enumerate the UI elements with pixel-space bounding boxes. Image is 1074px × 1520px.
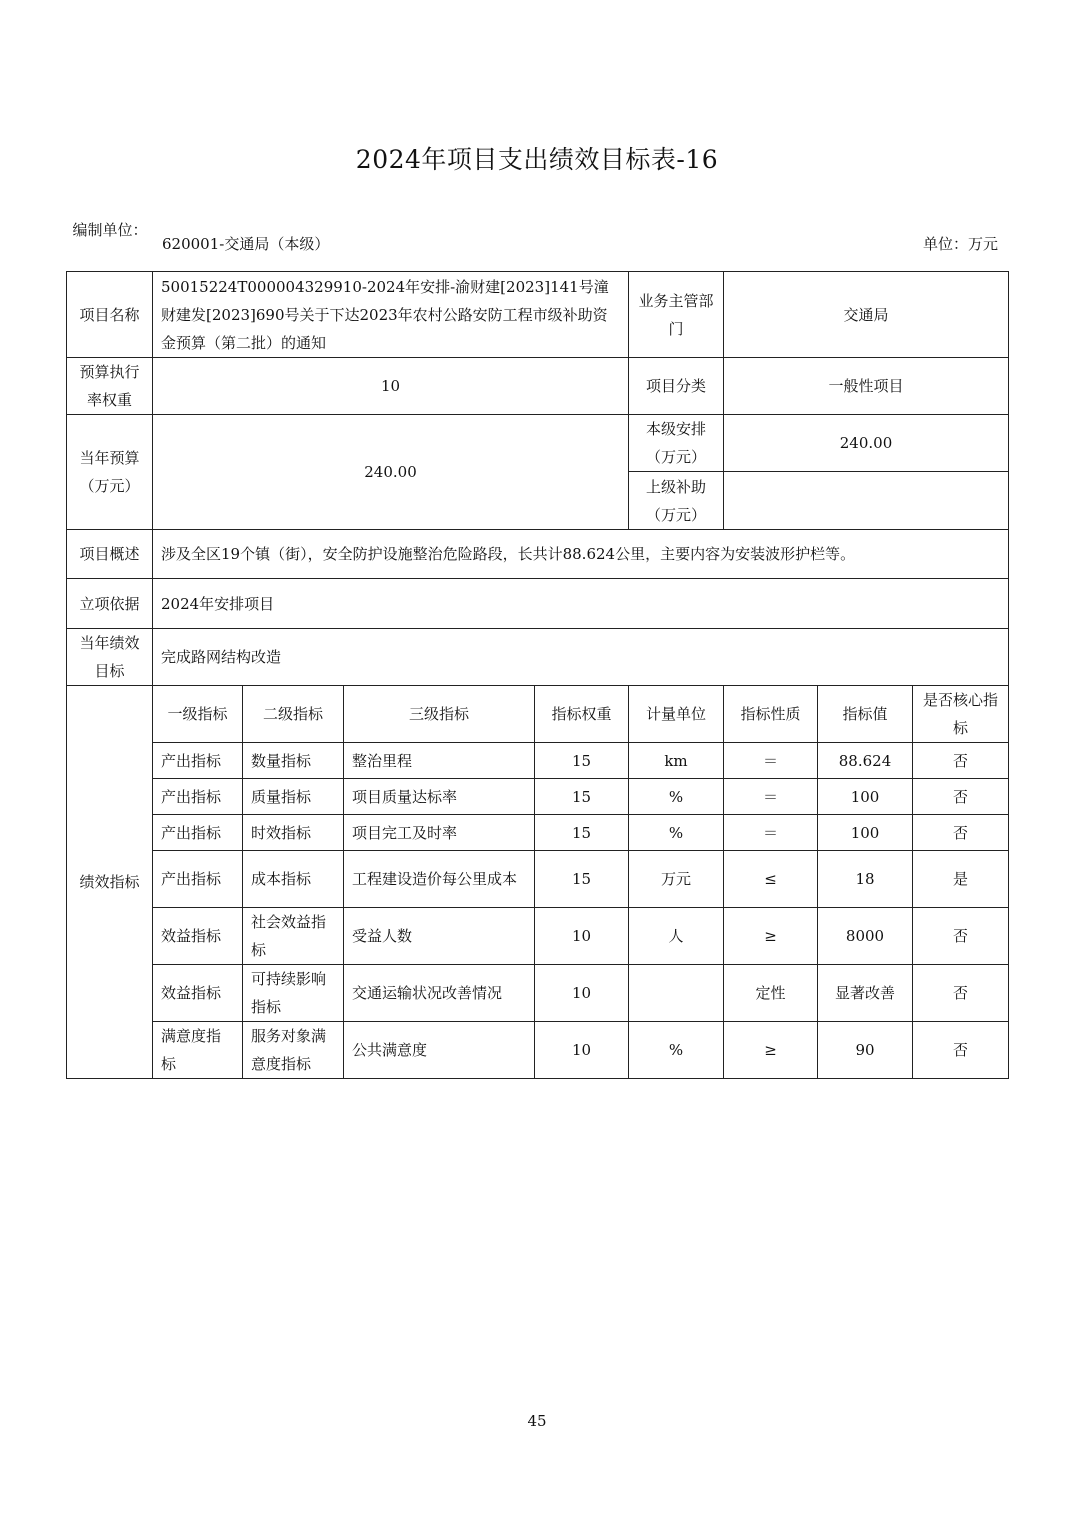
- performance-table: [66, 271, 1009, 1079]
- level2: 可持续影响指标: [243, 965, 344, 1022]
- overview-label: 项目概述: [67, 530, 153, 579]
- value: 显著改善: [818, 965, 913, 1022]
- dept-label: 业务主管部门: [629, 272, 724, 358]
- page-number: 45: [527, 1412, 547, 1430]
- core: 否: [913, 743, 1009, 779]
- nature: ≤: [724, 851, 818, 908]
- nature: ＝: [724, 779, 818, 815]
- rate-label: 预算执行率权重: [67, 358, 153, 415]
- project-name-value: 50015224T000004329910-2024年安排-渝财建[2023]141号潼财建发[2023]690号关于下达2023年农村公路安防工程市级补助资金预算（第二批）的通知: [153, 272, 629, 358]
- level3: 项目质量达标率: [344, 779, 535, 815]
- basis-value: 2024年安排项目: [153, 579, 1009, 629]
- nature: ≥: [724, 908, 818, 965]
- level3: 整治里程: [344, 743, 535, 779]
- page-title: 2024年项目支出绩效目标表-16: [355, 145, 719, 174]
- unit: km: [629, 743, 724, 779]
- level1: 产出指标: [153, 815, 243, 851]
- unit: %: [629, 1022, 724, 1079]
- nature: ＝: [724, 743, 818, 779]
- money-unit: 单位：万元: [922, 235, 998, 253]
- value: 100: [818, 779, 913, 815]
- value: 88.624: [818, 743, 913, 779]
- level1: 效益指标: [153, 908, 243, 965]
- local-label: 本级安排（万元）: [629, 415, 724, 472]
- weight: 15: [535, 815, 629, 851]
- table-row: [67, 965, 1009, 1022]
- level1: 效益指标: [153, 965, 243, 1022]
- unit: %: [629, 779, 724, 815]
- local-value: 240.00: [724, 415, 1009, 472]
- goal-value: 完成路网结构改造: [153, 629, 1009, 686]
- nature: ≥: [724, 1022, 818, 1079]
- level1: 产出指标: [153, 851, 243, 908]
- weight: 15: [535, 743, 629, 779]
- weight: 15: [535, 779, 629, 815]
- budget-label: 当年预算（万元）: [67, 415, 153, 530]
- goal-label: 当年绩效目标: [67, 629, 153, 686]
- col-header: 指标性质: [724, 686, 818, 743]
- category-label: 项目分类: [629, 358, 724, 415]
- table-row: [67, 851, 1009, 908]
- value: 18: [818, 851, 913, 908]
- level2: 服务对象满意度指标: [243, 1022, 344, 1079]
- indicators-label: 绩效指标: [67, 686, 153, 1079]
- level3: 受益人数: [344, 908, 535, 965]
- col-header: 三级指标: [344, 686, 535, 743]
- core: 否: [913, 965, 1009, 1022]
- category-value: 一般性项目: [724, 358, 1009, 415]
- core: 否: [913, 815, 1009, 851]
- nature: ＝: [724, 815, 818, 851]
- level1: 产出指标: [153, 779, 243, 815]
- level2: 质量指标: [243, 779, 344, 815]
- col-header: 二级指标: [243, 686, 344, 743]
- dept-value: 交通局: [724, 272, 1009, 358]
- table-row: [67, 815, 1009, 851]
- col-header: 指标值: [818, 686, 913, 743]
- weight: 15: [535, 851, 629, 908]
- level2: 数量指标: [243, 743, 344, 779]
- unit-label: 编制单位：: [72, 221, 148, 239]
- unit: [629, 965, 724, 1022]
- weight: 10: [535, 908, 629, 965]
- rate-value: 10: [153, 358, 629, 415]
- overview-value: 涉及全区19个镇（街），安全防护设施整治危险路段，长共计88.624公里，主要内容为安装波形护栏等。: [153, 530, 1009, 579]
- level1: 产出指标: [153, 743, 243, 779]
- unit: %: [629, 815, 724, 851]
- core: 是: [913, 851, 1009, 908]
- col-header: 指标权重: [535, 686, 629, 743]
- unit: 万元: [629, 851, 724, 908]
- table-row: [67, 743, 1009, 779]
- basis-label: 立项依据: [67, 579, 153, 629]
- unit: 人: [629, 908, 724, 965]
- value: 90: [818, 1022, 913, 1079]
- level3: 交通运输状况改善情况: [344, 965, 535, 1022]
- level1: 满意度指标: [153, 1022, 243, 1079]
- table-row: [67, 779, 1009, 815]
- nature: 定性: [724, 965, 818, 1022]
- core: 否: [913, 908, 1009, 965]
- weight: 10: [535, 965, 629, 1022]
- level2: 时效指标: [243, 815, 344, 851]
- col-header: 一级指标: [153, 686, 243, 743]
- table-row: [67, 1022, 1009, 1079]
- unit-value: 620001-交通局（本级）: [162, 235, 330, 253]
- upper-label: 上级补助（万元）: [629, 472, 724, 530]
- upper-value: [724, 472, 1009, 530]
- level3: 项目完工及时率: [344, 815, 535, 851]
- level3: 工程建设造价每公里成本: [344, 851, 535, 908]
- col-header: 计量单位: [629, 686, 724, 743]
- project-name-label: 项目名称: [67, 272, 153, 358]
- core: 否: [913, 779, 1009, 815]
- budget-value: 240.00: [153, 415, 629, 530]
- level2: 社会效益指标: [243, 908, 344, 965]
- value: 100: [818, 815, 913, 851]
- level2: 成本指标: [243, 851, 344, 908]
- value: 8000: [818, 908, 913, 965]
- table-row: [67, 908, 1009, 965]
- level3: 公共满意度: [344, 1022, 535, 1079]
- core: 否: [913, 1022, 1009, 1079]
- col-header: 是否核心指标: [913, 686, 1009, 743]
- weight: 10: [535, 1022, 629, 1079]
